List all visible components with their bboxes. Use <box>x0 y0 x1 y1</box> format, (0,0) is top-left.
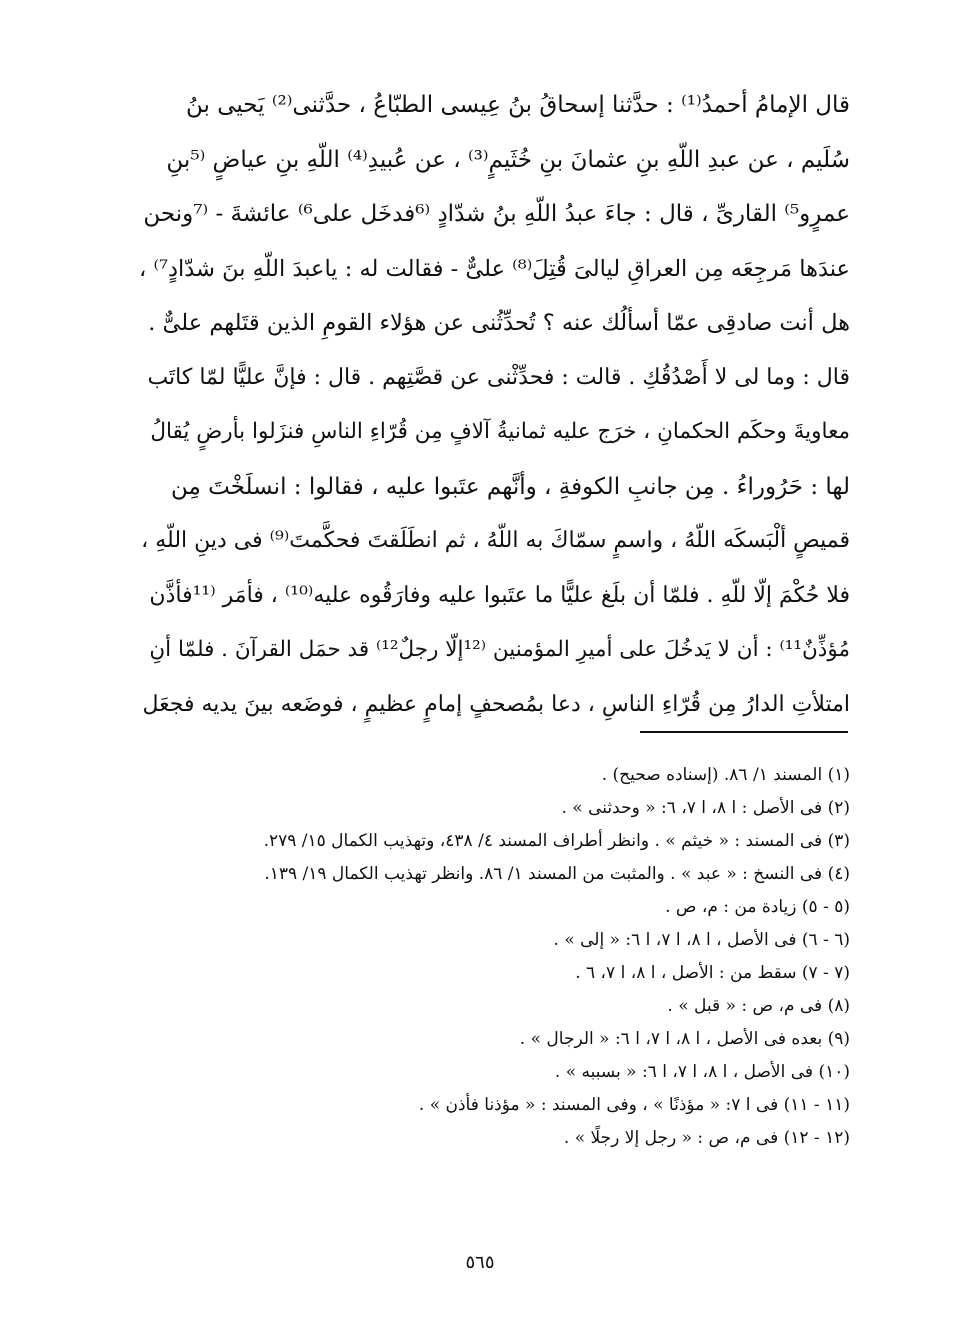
text-line: قال : وما لى لا أَصْدُقُكِ . قالت : فحدِّثْنى عن قصَّتِهم . قال : فإنَّ عليًّا لمّا كاتَب <box>147 364 850 390</box>
text-line: عمرٍو⁵⁾ القارىِّ ، قال : جاءَ عبدُ اللّهِ بنُ شدّادٍ ⁽⁶فدخَل على⁶⁾ عائشةَ - ⁽⁷ونحن <box>143 201 850 227</box>
text-line: هل أنت صادقِى عمّا أسألُك عنه ؟ تُحدِّثُنى عن هؤلاء القومِ الذين قتَلهم علىٌّ . <box>148 310 850 336</box>
footnote: (١٢ - ١٢) فى م، ص : « رجل إلا رجلًا » . <box>563 1128 850 1148</box>
footnote: (١١ - ١١) فى ا ٧: « مؤذنًا » ، وفى المسند : « مؤذنا فأذن » . <box>418 1095 850 1115</box>
main-text <box>138 78 850 732</box>
text-line: قميصٍ ألْبَسكَه اللّهُ ، واسمٍ سمّاكَ به اللّهُ ، ثم انطَلَقتَ فحكَّمتَ⁽⁹⁾ فى دينِ اللّهِ ، <box>141 528 850 553</box>
text-line: قال الإمامُ أحمدُ⁽¹⁾ : حدَّثنا إسحاقُ بنُ عِيسى الطبّاعُ ، حدَّثنى⁽²⁾ يَحيى بنُ <box>185 92 850 118</box>
footnote: (١) المسند ١/ ٨٦. (إسناده صحيح) . <box>601 765 850 785</box>
footnote: (٣) فى المسند : « خيثم » . وانظر أطراف المسند ٤/ ٤٣٨، وتهذيب الكمال ١٥/ ٢٧٩. <box>263 831 850 851</box>
footnote: (١٠) فى الأصل ، ا ٨، ا ٧، ا ٦: « بسببه » . <box>554 1062 850 1082</box>
text-line: امتلأتِ الدارُ مِن قُرّاءِ الناسِ ، دعا بمُصحفٍ إمامٍ عظيمٍ ، فوضَعه بينَ يديه فجعَل <box>142 691 850 717</box>
footnote: (٥ - ٥) زيادة من : م، ص . <box>665 897 850 917</box>
text-line: عندَها مَرجِعَه مِن العراقِ ليالىَ قُتِلَ⁽⁸⁾ علىٌّ - فقالت له : ياعبدَ اللّهِ بنَ شدّادٍ⁷⁾ ، <box>139 255 850 282</box>
footnote: (٤) فى النسخ : « عبد » . والمثبت من المسند ١/ ٨٦. وانظر تهذيب الكمال ١٩/ ١٣٩. <box>264 864 850 884</box>
footnote: (٧ - ٧) سقط من : الأصل ، ا ٨، ا ٧، ٦ . <box>575 963 850 983</box>
footnotes <box>200 759 850 1155</box>
footnote: (٢) فى الأصل : ا ٨، ا ٧، ٦: « وحدثنى » . <box>561 798 850 818</box>
footnote: (٨) فى م، ص : « قبل » . <box>667 996 850 1016</box>
footnote-divider <box>640 731 848 733</box>
text-line: لها : حَرُوراءُ . مِن جانبِ الكوفةِ ، وأنَّهم عتَبوا عليه ، فقالوا : انسلَخْتَ مِن <box>170 473 850 500</box>
text-line: فلا حُكْمَ إلّا للّهِ . فلمّا أن بلَغ عليًّا ما عتَبوا عليه وفارَقُوه عليه⁽¹⁰⁾ ، فأمَر ⁽¹¹فأذَّن <box>149 582 850 608</box>
text-line: مُؤذِّنٌ¹¹⁾ : أن لا يَدخُلَ على أميرِ المؤمنين ⁽¹²إلّا رجلٌ¹²⁾ قد حمَل القرآنَ . فلمّا أنِ <box>149 637 850 662</box>
page-number: ٥٦٥ <box>465 1252 495 1273</box>
text-line: سُلَيم ، عن عبدِ اللّهِ بنِ عثمانَ بنِ خُثَيمٍ⁽³⁾ ، عن عُبيدِ⁽⁴⁾ اللّهِ بنِ عياضٍ ⁽⁵بنِ <box>166 146 850 173</box>
footnote: (٦ - ٦) فى الأصل ، ا ٨، ا ٧، ا ٦: « إلى » . <box>553 930 850 950</box>
footnote: (٩) بعده فى الأصل ، ا ٨، ا ٧، ا ٦: « الرجال » . <box>519 1029 850 1049</box>
text-line: معاويةَ وحكَم الحكمانِ ، خرَج عليه ثمانيةُ آلافٍ مِن قُرّاءِ الناسِ فنزَلوا بأرضٍ يُقالُ <box>150 419 850 444</box>
